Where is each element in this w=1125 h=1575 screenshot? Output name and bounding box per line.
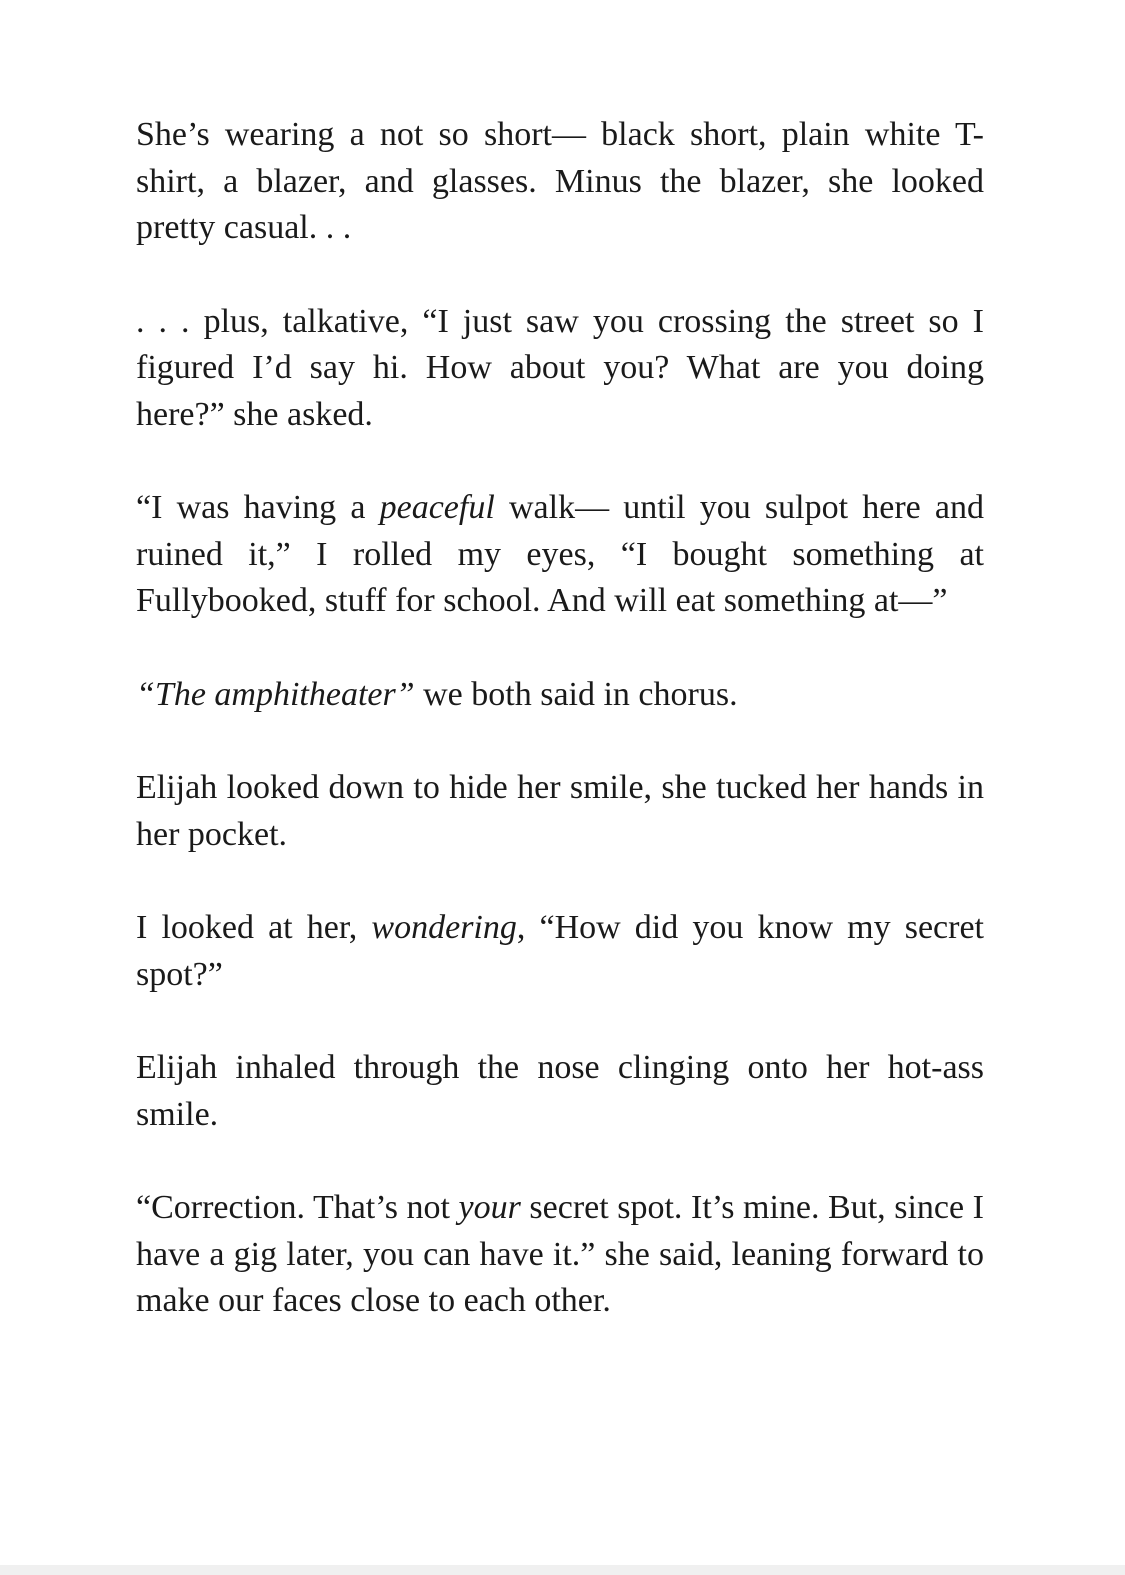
paragraph-4 <box>136 672 984 719</box>
paragraph-6-text-a: I looked at her, <box>136 909 372 946</box>
paragraph-7-text: Elijah inhaled through the nose clinging onto her hot-ass smile. <box>136 1049 984 1133</box>
paragraph-4-emphasis: “The amphitheater” <box>136 675 415 713</box>
paragraph-3-text-b: walk— until you sulpot here and ruined it,” I rolled my eyes, “I bought something at Fullybooked, stuff for school. And will eat something at—” <box>136 489 984 619</box>
paragraph-6 <box>136 905 984 998</box>
paragraph-5-text: Elijah looked down to hide her smile, she tucked her hands in her pocket. <box>136 769 984 853</box>
paragraph-3-emphasis: peaceful <box>379 489 495 526</box>
paragraph-8-emphasis: your <box>458 1189 521 1226</box>
paragraph-2 <box>136 299 984 439</box>
paragraph-6-text-b: , “How did you know my secret spot?” <box>136 909 984 993</box>
paragraph-7 <box>136 1045 984 1138</box>
paragraph-1-text: She’s wearing a not so short— black short, plain white T-shirt, a blazer, and glasses. Minus the blazer, she looked pretty casual. . . <box>136 116 984 246</box>
paragraph-2-text: . . . plus, talkative, “I just saw you crossing the street so I figured I’d say hi. How about you? What are you doing here?” she asked. <box>136 302 984 433</box>
paragraph-3 <box>136 485 984 625</box>
paragraph-5 <box>136 765 984 858</box>
paragraph-8-text-b: secret spot. It’s mine. But, since I have a gig later, you can have it.” she said, leaning forward to make our faces close to each other. <box>136 1189 984 1319</box>
page-bottom-edge <box>0 1565 1125 1575</box>
paragraph-6-emphasis: wondering <box>371 909 517 946</box>
paragraph-8-text-a: “Correction. That’s not <box>136 1189 459 1226</box>
paragraph-8 <box>136 1185 984 1325</box>
paragraph-3-text-a: “I was having a <box>136 489 380 526</box>
paragraph-4-text: we both said in chorus. <box>414 675 738 713</box>
page-body <box>136 112 984 1325</box>
paragraph-1 <box>136 112 984 252</box>
